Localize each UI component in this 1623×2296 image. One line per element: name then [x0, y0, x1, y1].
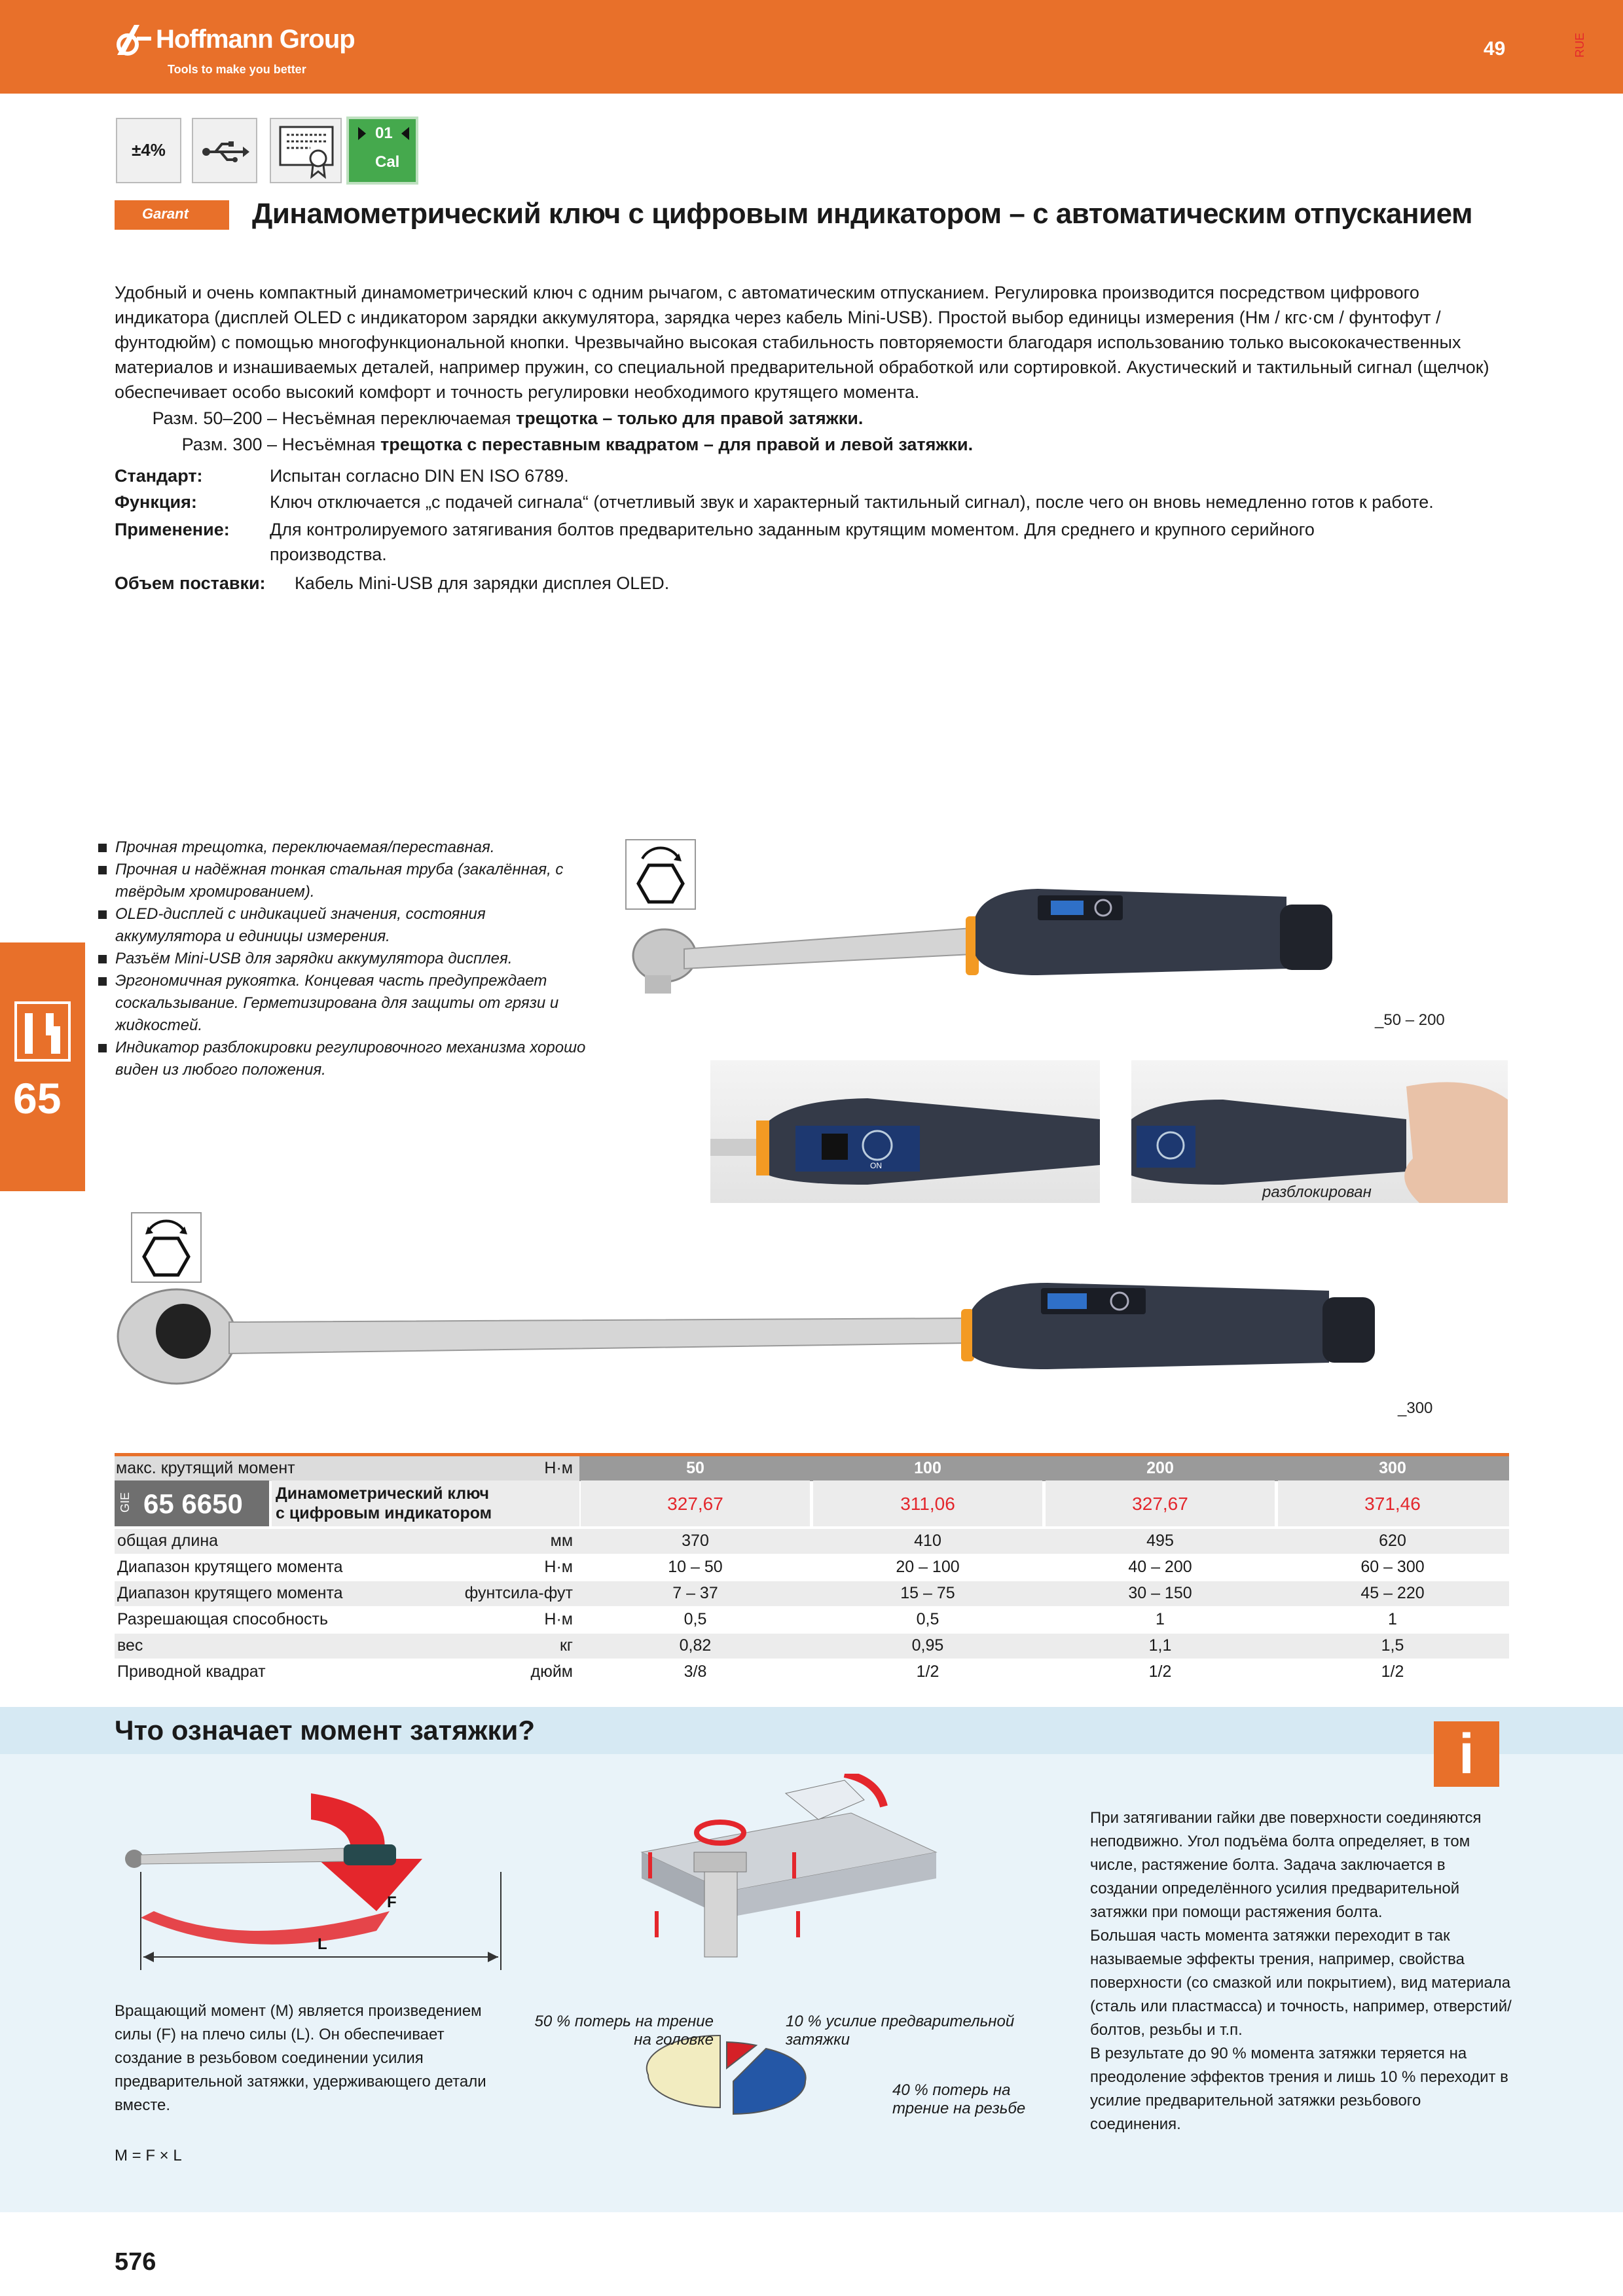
- size-caption-300: _300: [1398, 1399, 1433, 1417]
- row-value: 60 – 300: [1360, 1558, 1425, 1576]
- table-header-label: макс. крутящий момент: [116, 1459, 295, 1477]
- row-value: 3/8: [684, 1662, 707, 1681]
- article-name-line-1: Динамометрический ключ: [276, 1484, 490, 1503]
- row-label: общая длина: [117, 1532, 219, 1550]
- feature-item: Разъём Mini-USB для зарядки аккумулятора дисплея.: [98, 948, 596, 970]
- table-header-unit: Н·м: [544, 1459, 573, 1477]
- delivery-text: Кабель Mini-USB для зарядки дисплея OLED.: [295, 573, 670, 593]
- row-value: 0,95: [911, 1636, 944, 1655]
- pie-label-preload: 10 % усилие предварительной затяжки: [786, 2013, 1015, 2049]
- torque-lever-diagram: [115, 1780, 507, 1977]
- standard-text: Испытан согласно DIN EN ISO 6789.: [270, 466, 569, 486]
- row-value: 620: [1379, 1532, 1406, 1550]
- arrow-left-icon: [401, 127, 409, 140]
- info-icon: i: [1434, 1721, 1499, 1787]
- row-value: 0,82: [679, 1636, 712, 1655]
- size-header: 100: [914, 1459, 941, 1477]
- size-note-2: [115, 432, 973, 457]
- info-paragraph: Большая часть момента затяжки переходит в так называемые эффекты трения, например, свойства поверхности (со смазкой или покрытием), вид материала (сталь или пластмасса) и точность, например, отверстий/болтов, резьбы и т.п.: [1090, 1927, 1512, 2039]
- feature-item: Прочная трещотка, переключаемая/переставная.: [98, 836, 596, 859]
- row-value: 1/2: [916, 1662, 939, 1681]
- wrench-category-icon: [13, 1000, 72, 1063]
- unlocked-caption: разблокирован: [1262, 1183, 1372, 1201]
- language-tag: RUE: [1573, 33, 1586, 58]
- size-note-1: [115, 406, 863, 431]
- calibration-code: 01: [375, 124, 393, 142]
- table-row: [115, 1529, 1509, 1554]
- length-label: L: [318, 1935, 327, 1953]
- brand-name: Hoffmann Group: [156, 25, 355, 54]
- row-value: 495: [1146, 1532, 1174, 1550]
- row-value: 7 – 37: [672, 1584, 718, 1602]
- row-label: Приводной квадрат: [117, 1662, 266, 1681]
- product-title: Динамометрический ключ с цифровым индикатором – с автоматическим отпусканием: [252, 198, 1473, 230]
- display-closeup-photo: [710, 1060, 1100, 1203]
- force-label: F: [387, 1893, 397, 1911]
- size-note-2-bold: трещотка с переставным квадратом – для правой и левой затяжки.: [380, 435, 974, 454]
- arrow-right-icon: [358, 127, 366, 140]
- delivery-label: Объем поставки:: [115, 573, 266, 593]
- row-value: 0,5: [684, 1610, 707, 1628]
- torque-formula: M = F × L: [115, 2147, 182, 2164]
- row-value: 40 – 200: [1128, 1558, 1192, 1576]
- price: 371,46: [1364, 1494, 1421, 1514]
- calibration-label: Cal: [375, 153, 400, 171]
- row-value: 30 – 150: [1128, 1584, 1192, 1602]
- display-closeup-image: [710, 1060, 1100, 1203]
- size-note-2-text: Несъёмная: [282, 435, 376, 454]
- pie-slice-thread: [733, 2049, 806, 2114]
- info-paragraph: В результате до 90 % момента затяжки теряется на преодоление эффектов трения и лишь 10 % переходит в усилие предварительной затяжки резьбового соединения.: [1090, 2045, 1508, 2133]
- row-value: 1/2: [1381, 1662, 1404, 1681]
- size-caption-50-200: _50 – 200: [1375, 1011, 1445, 1029]
- size-note-1-label: Разм. 50–200 –: [152, 408, 277, 428]
- product-description: Удобный и очень компактный динамометрический ключ с одним рычагом, с автоматическим отпусканием. Регулировка производится посредством цифрового индикатора (дисплей OLED с индикатором зарядки аккумулятора, зарядка через кабель Mini-USB). Простой выбор единицы измерения (Нм / кгс·см / фунтофут / фунтодюйм) с помощью многофункциональной кнопки. Чрезвычайно высокая стабильность повторяемости благодаря использованию только высококачественных материалов и изнашиваемых деталей, например пружин, со специальной предварительной обработкой или сортировкой. Акустический и тактильный сигнал (щелчок) обеспечивает особо высокий комфорт и точность регулировки необходимого крутящего момента.: [115, 283, 1489, 402]
- article-name-line-2: с цифровым индикатором: [276, 1504, 492, 1522]
- row-value: 1,1: [1148, 1636, 1172, 1655]
- row-value: 370: [682, 1532, 709, 1550]
- hoffmann-logo-icon: [115, 22, 153, 58]
- row-unit: Н·м: [544, 1558, 573, 1576]
- table-row: [115, 1634, 1509, 1659]
- section-number: 65: [13, 1074, 62, 1122]
- row-unit: дюйм: [530, 1662, 573, 1681]
- row-value: 410: [914, 1532, 941, 1550]
- usb-icon: [201, 140, 251, 164]
- pie-label-head: 50 % потерь на трение на головке: [534, 2013, 714, 2049]
- on-label: ON: [870, 1161, 882, 1170]
- row-value: 20 – 100: [896, 1558, 960, 1576]
- section-tab: [0, 942, 85, 1191]
- feature-item: OLED-дисплей с индикацией значения, состояния аккумулятора и единицы измерения.: [98, 903, 596, 948]
- size-header: 200: [1146, 1459, 1174, 1477]
- row-label: Разрешающая способность: [117, 1610, 329, 1628]
- size-header: 300: [1379, 1459, 1406, 1477]
- feature-list: [98, 836, 596, 1081]
- pie-label-thread: 40 % потерь на трение на резьбе: [892, 2081, 1026, 2117]
- row-value: 0,5: [916, 1610, 939, 1628]
- table-row: [115, 1660, 1509, 1685]
- wrench-300-image: [111, 1271, 1512, 1422]
- article-prefix: GIE: [119, 1492, 132, 1513]
- certificate-icon: [278, 124, 335, 179]
- standard-label: Стандарт:: [115, 466, 203, 486]
- info-text: [1090, 1806, 1516, 2136]
- application-text: Для контролируемого затягивания болтов предварительно заданным крутящим моментом. Для среднего и крупного серийного производства.: [270, 520, 1315, 564]
- price: 327,67: [667, 1494, 723, 1514]
- row-unit: мм: [550, 1532, 573, 1550]
- row-value: 1: [1388, 1610, 1397, 1628]
- row-value: 1/2: [1148, 1662, 1172, 1681]
- unlock-photo: [1131, 1060, 1508, 1203]
- size-note-1-text: Несъёмная переключаемая: [282, 408, 511, 428]
- size-note-2-label: Разм. 300 –: [181, 435, 277, 454]
- wrench-50-200-image: [619, 877, 1509, 1034]
- price: 327,67: [1132, 1494, 1188, 1514]
- feature-item: Эргономичная рукоятка. Концевая часть предупреждает соскальзывание. Герметизирована для защиты от грязи и жидкостей.: [98, 970, 596, 1037]
- row-label: вес: [117, 1636, 143, 1655]
- row-value: 45 – 220: [1360, 1584, 1425, 1602]
- footer-page-number: 576: [115, 2248, 156, 2276]
- calibration-badge: [346, 117, 418, 185]
- table-row: [115, 1581, 1509, 1606]
- unlock-image: [1131, 1060, 1508, 1203]
- row-unit: фунтсила-фут: [464, 1584, 573, 1602]
- table-header: [115, 1453, 1509, 1478]
- row-label: Диапазон крутящего момента: [117, 1558, 343, 1576]
- accuracy-value: ±4%: [132, 140, 166, 160]
- row-unit: Н·м: [544, 1610, 573, 1628]
- feature-item: Индикатор разблокировки регулировочного механизма хорошо виден из любого положения.: [98, 1037, 596, 1081]
- size-header: 50: [686, 1459, 704, 1477]
- application-label: Применение:: [115, 520, 230, 539]
- row-label: Диапазон крутящего момента: [117, 1584, 343, 1602]
- article-row[interactable]: [115, 1480, 1509, 1526]
- row-value: 1,5: [1381, 1636, 1404, 1655]
- brand-tagline: Tools to make you better: [168, 63, 306, 76]
- article-number: 65 6650: [143, 1488, 243, 1519]
- price: 311,06: [900, 1494, 955, 1514]
- info-title: Что означает момент затяжки?: [115, 1715, 535, 1746]
- function-label: Функция:: [115, 492, 197, 512]
- table-row: [115, 1607, 1509, 1632]
- row-value: 10 – 50: [668, 1558, 723, 1576]
- function-text: Ключ отключается „с подачей сигнала“ (отчетливый звук и характерный тактильный сигнал), после чего он вновь немедленно готов к работе.: [270, 492, 1434, 512]
- garant-brand-badge: Garant: [115, 200, 229, 230]
- usb-badge: [192, 118, 257, 183]
- feature-item: Прочная и надёжная тонкая стальная труба (закалённая, с твёрдым хромированием).: [98, 859, 596, 903]
- info-paragraph: При затягивании гайки две поверхности соединяются неподвижно. Угол подъёма болта определяет, в том числе, растяжение болта. Задача заключается в создании определённого усилия предварительной затяжки при помощи растяжения болта.: [1090, 1809, 1482, 1921]
- row-unit: кг: [559, 1636, 573, 1655]
- row-value: 15 – 75: [900, 1584, 955, 1602]
- table-row: [115, 1555, 1509, 1580]
- bolt-joint-diagram: [629, 1774, 956, 2049]
- torque-explanation: Вращающий момент (M) является произведением силы (F) на плечо силы (L). Он обеспечивает создание в резьбовом соединении усилия предварительной затяжки, удерживающего детали вместе.: [115, 2002, 486, 2114]
- header-page-number: 49: [1484, 38, 1506, 60]
- certificate-badge: [270, 118, 342, 183]
- row-value: 1: [1156, 1610, 1165, 1628]
- accuracy-badge: [116, 118, 181, 183]
- size-note-1-bold: трещотка – только для правой затяжки.: [516, 408, 864, 428]
